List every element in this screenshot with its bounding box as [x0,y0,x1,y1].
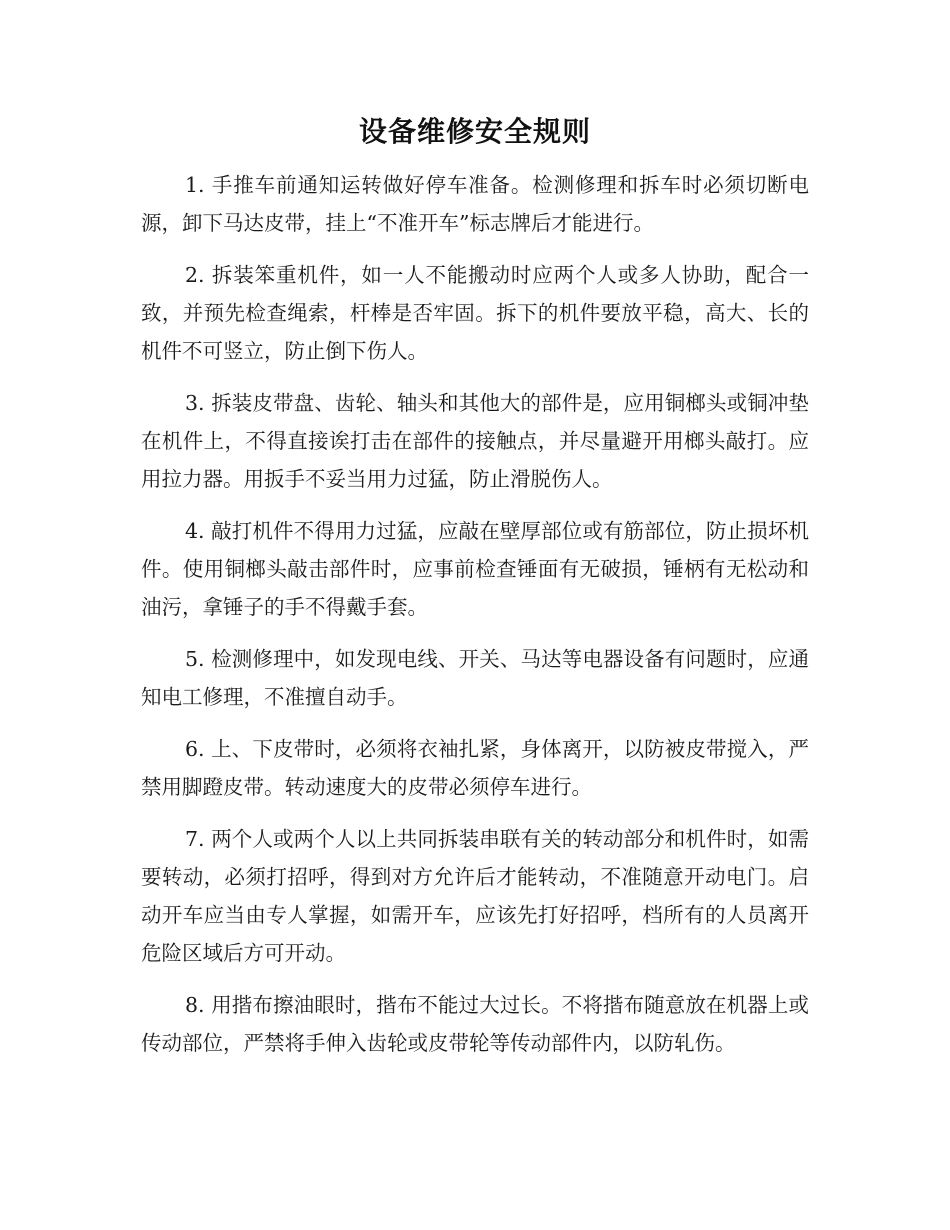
rule-item: 2. 拆装笨重机件，如一人不能搬动时应两个人或多人协助，配合一致，并预先检查绳索，杆棒是否牢固。拆下的机件要放平稳，高大、长的机件不可竖立，防止倒下伤人。 [141,263,809,363]
rule-item: 1. 手推车前通知运转做好停车准备。检测修理和拆车时必须切断电源，卸下马达皮带，挂上“不准开车”标志牌后才能进行。 [141,173,809,235]
rule-item: 8. 用揩布擦油眼时，揩布不能过大过长。不将揩布随意放在机器上或传动部位，严禁将手伸入齿轮或皮带轮等传动部件内，以防轧伤。 [141,993,809,1055]
rules-list [141,166,809,1076]
document-title: 设备维修安全规则 [358,115,591,148]
rule-item: 5. 检测修理中，如发现电线、开关、马达等电器设备有问题时，应通知电工修理，不准擅自动手。 [141,647,809,709]
rule-item: 6. 上、下皮带时，必须将衣袖扎紧，身体离开，以防被皮带搅入，严禁用脚蹬皮带。转动速度大的皮带必须停车进行。 [141,737,809,799]
rule-item: 7. 两个人或两个人以上共同拆装串联有关的转动部分和机件时，如需要转动，必须打招呼，得到对方允许后才能转动，不准随意开动电门。启动开车应当由专人掌握，如需开车，应该先打好招呼，档所有的人员离开危险区域后方可开动。 [141,827,809,965]
rule-item: 3. 拆装皮带盘、齿轮、轴头和其他大的部件是，应用铜榔头或铜冲垫在机件上，不得直接诶打击在部件的接触点，并尽量避开用榔头敲打。应用拉力器。用扳手不妥当用力过猛，防止滑脱伤人。 [141,391,809,491]
rule-item: 4. 敲打机件不得用力过猛，应敲在壁厚部位或有筋部位，防止损坏机件。使用铜榔头敲击部件时，应事前检查锤面有无破损，锤柄有无松动和油污，拿锤子的手不得戴手套。 [141,519,809,619]
